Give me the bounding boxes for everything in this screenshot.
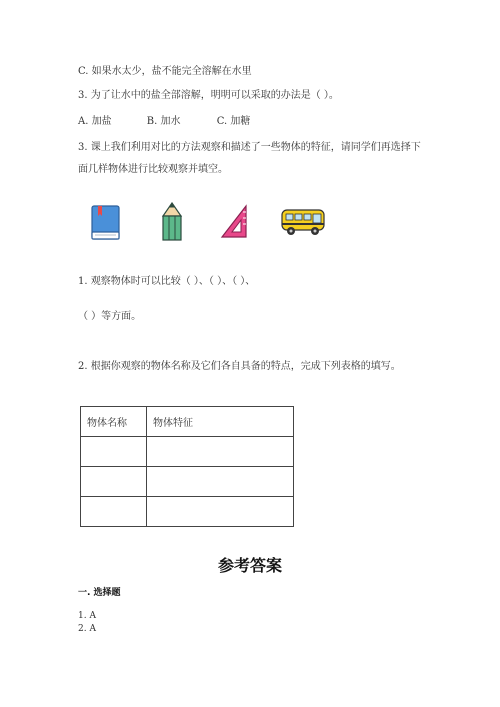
- question-3-text: 3. 为了让水中的盐全部溶解，明明可以采取的办法是（ ）。: [78, 90, 339, 101]
- question-3b-text-line2: 面几样物体进行比较观察并填空。: [78, 164, 228, 175]
- option-a: A. 加盐: [78, 116, 112, 127]
- section-title: 一. 选择题: [78, 588, 121, 598]
- fill-in-line-2: （ ）等方面。: [78, 311, 142, 322]
- observation-table: [80, 406, 294, 527]
- option-c: C. 加糖: [216, 116, 251, 127]
- table-row: [81, 437, 294, 467]
- question-2-text: 2. 根据你观察的物体名称及它们各自具备的特点，完成下列表格的填写。: [78, 361, 401, 372]
- answer-item: 2. A: [78, 624, 96, 634]
- table-cell[interactable]: [81, 497, 147, 527]
- answers-title: 参考答案: [217, 556, 282, 575]
- table-cell[interactable]: [147, 497, 294, 527]
- table-cell[interactable]: [147, 467, 294, 497]
- school-bus-icon: [280, 208, 326, 238]
- fill-in-line-1: 1. 观察物体时可以比较（ ）、（ ）、（ ）、: [78, 276, 256, 287]
- table-cell[interactable]: [81, 437, 147, 467]
- triangle-ruler-icon: [220, 204, 250, 239]
- table-cell[interactable]: [147, 437, 294, 467]
- pencil-icon: [161, 202, 183, 242]
- option-b: B. 加水: [146, 116, 181, 127]
- question-3b-text-line1: 3. 课上我们利用对比的方法观察和描述了一些物体的特征，请同学们再选择下: [78, 142, 421, 153]
- table-cell[interactable]: [81, 467, 147, 497]
- answer-item: 1. A: [78, 611, 96, 621]
- options-row: [78, 112, 250, 127]
- header-object-name: 物体名称: [81, 407, 147, 437]
- book-icon: [91, 205, 120, 240]
- table-row: [81, 467, 294, 497]
- header-object-features: 物体特征: [147, 407, 294, 437]
- table-row: [81, 497, 294, 527]
- option-c-line: C. 如果水太少，盐不能完全溶解在水里: [78, 66, 252, 77]
- table-header-row: [81, 407, 294, 437]
